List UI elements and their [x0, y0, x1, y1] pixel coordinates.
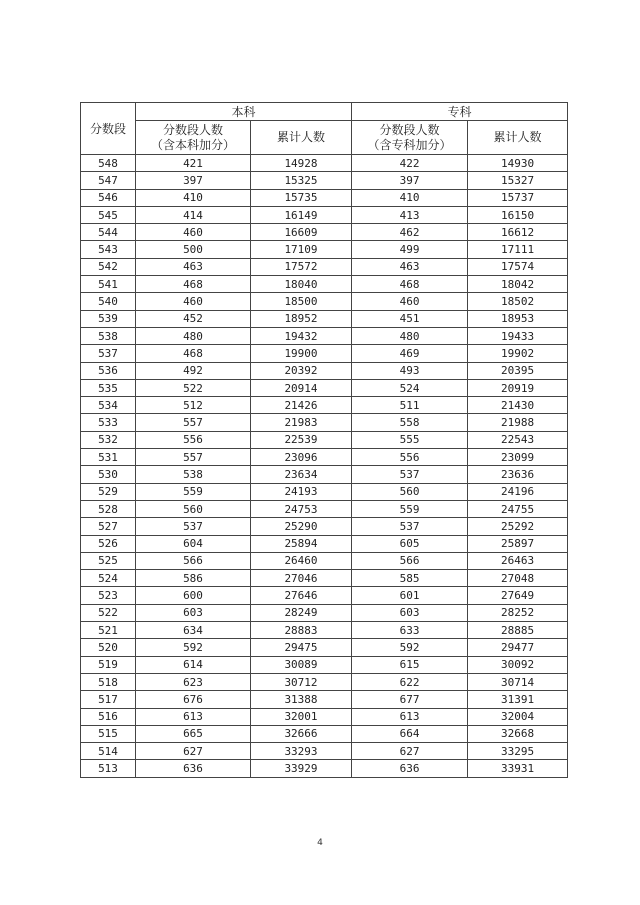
table-row — [81, 483, 568, 500]
junior-college-cumulative-cell: 14930 — [468, 155, 568, 172]
undergraduate-cumulative-cell: 33929 — [251, 760, 352, 777]
undergraduate-count-cell: 500 — [136, 241, 251, 258]
junior-college-count-cell: 560 — [352, 483, 468, 500]
undergraduate-count-cell: 566 — [136, 552, 251, 569]
junior-college-count-cell: 592 — [352, 639, 468, 656]
score-cell: 514 — [81, 743, 136, 760]
junior-college-cumulative-cell: 19433 — [468, 327, 568, 344]
band-count-label: 分数段人数 — [162, 122, 223, 137]
score-distribution-table — [80, 102, 568, 778]
junior-college-count-cell: 463 — [352, 258, 468, 275]
score-cell: 541 — [81, 276, 136, 293]
table-row — [81, 622, 568, 639]
undergraduate-cumulative-cell: 32666 — [251, 725, 352, 742]
undergraduate-cumulative-cell: 23634 — [251, 466, 352, 483]
score-cell: 544 — [81, 224, 136, 241]
score-cell: 527 — [81, 518, 136, 535]
score-cell: 526 — [81, 535, 136, 552]
table-row — [81, 293, 568, 310]
junior-college-cumulative-cell: 22543 — [468, 431, 568, 448]
table-row — [81, 673, 568, 690]
junior-college-cumulative-cell: 24196 — [468, 483, 568, 500]
junior-college-count-cell: 397 — [352, 172, 468, 189]
score-cell: 524 — [81, 570, 136, 587]
undergraduate-count-cell: 613 — [136, 708, 251, 725]
undergraduate-cumulative-cell: 18952 — [251, 310, 352, 327]
undergraduate-band-count-header — [136, 121, 251, 155]
undergraduate-count-cell: 492 — [136, 362, 251, 379]
table-row — [81, 587, 568, 604]
undergraduate-count-cell: 634 — [136, 622, 251, 639]
junior-college-count-cell: 585 — [352, 570, 468, 587]
undergraduate-count-cell: 557 — [136, 414, 251, 431]
junior-college-cumulative-cell: 33295 — [468, 743, 568, 760]
junior-college-cumulative-cell: 21430 — [468, 397, 568, 414]
junior-college-cumulative-cell: 28885 — [468, 622, 568, 639]
undergraduate-count-cell: 460 — [136, 224, 251, 241]
undergraduate-cumulative-cell: 26460 — [251, 552, 352, 569]
undergraduate-count-cell: 480 — [136, 327, 251, 344]
junior-college-cumulative-cell: 16612 — [468, 224, 568, 241]
junior-college-count-cell: 537 — [352, 518, 468, 535]
score-cell: 529 — [81, 483, 136, 500]
junior-college-cumulative-cell: 20919 — [468, 379, 568, 396]
junior-college-count-cell: 555 — [352, 431, 468, 448]
undergraduate-cumulative-cell: 28249 — [251, 604, 352, 621]
page-number: 4 — [317, 838, 323, 848]
score-cell: 518 — [81, 673, 136, 690]
table-row — [81, 604, 568, 621]
undergraduate-cumulative-cell: 31388 — [251, 691, 352, 708]
undergraduate-cumulative-cell: 21983 — [251, 414, 352, 431]
junior-college-count-cell: 613 — [352, 708, 468, 725]
undergraduate-count-cell: 614 — [136, 656, 251, 673]
junior-college-count-cell: 493 — [352, 362, 468, 379]
score-cell: 537 — [81, 345, 136, 362]
undergraduate-cumulative-header: 累计人数 — [251, 121, 352, 155]
undergraduate-count-cell: 557 — [136, 449, 251, 466]
undergraduate-count-cell: 410 — [136, 189, 251, 206]
table-body — [81, 155, 568, 778]
undergraduate-cumulative-cell: 25290 — [251, 518, 352, 535]
undergraduate-count-cell: 414 — [136, 206, 251, 223]
score-cell: 546 — [81, 189, 136, 206]
score-cell: 539 — [81, 310, 136, 327]
table-row — [81, 397, 568, 414]
junior-college-cumulative-cell: 29477 — [468, 639, 568, 656]
junior-college-cumulative-cell: 16150 — [468, 206, 568, 223]
undergraduate-cumulative-cell: 22539 — [251, 431, 352, 448]
table-row — [81, 310, 568, 327]
undergraduate-cumulative-cell: 16149 — [251, 206, 352, 223]
undergraduate-count-cell: 397 — [136, 172, 251, 189]
score-cell: 540 — [81, 293, 136, 310]
band-count-note: （含本科加分） — [150, 137, 235, 152]
junior-college-count-cell: 462 — [352, 224, 468, 241]
undergraduate-count-cell: 468 — [136, 276, 251, 293]
undergraduate-header: 本科 — [136, 103, 352, 121]
junior-college-count-cell: 460 — [352, 293, 468, 310]
score-band-header: 分数段 — [81, 103, 136, 155]
undergraduate-count-cell: 665 — [136, 725, 251, 742]
table-row — [81, 552, 568, 569]
undergraduate-count-cell: 676 — [136, 691, 251, 708]
score-cell: 522 — [81, 604, 136, 621]
undergraduate-cumulative-cell: 16609 — [251, 224, 352, 241]
junior-college-count-cell: 469 — [352, 345, 468, 362]
undergraduate-cumulative-cell: 19432 — [251, 327, 352, 344]
undergraduate-cumulative-cell: 29475 — [251, 639, 352, 656]
undergraduate-count-cell: 560 — [136, 500, 251, 517]
table-row — [81, 276, 568, 293]
junior-college-cumulative-cell: 33931 — [468, 760, 568, 777]
undergraduate-cumulative-cell: 15735 — [251, 189, 352, 206]
table-row — [81, 743, 568, 760]
junior-college-cumulative-cell: 18042 — [468, 276, 568, 293]
junior-college-header: 专科 — [352, 103, 568, 121]
junior-college-count-cell: 677 — [352, 691, 468, 708]
band-count-label: 分数段人数 — [379, 122, 440, 137]
undergraduate-count-cell: 421 — [136, 155, 251, 172]
undergraduate-cumulative-cell: 24753 — [251, 500, 352, 517]
table-row — [81, 345, 568, 362]
table-row — [81, 241, 568, 258]
junior-college-band-count-header — [352, 121, 468, 155]
junior-college-count-cell: 524 — [352, 379, 468, 396]
table-row — [81, 431, 568, 448]
junior-college-cumulative-cell: 15327 — [468, 172, 568, 189]
junior-college-count-cell: 615 — [352, 656, 468, 673]
score-cell: 523 — [81, 587, 136, 604]
table-row — [81, 172, 568, 189]
junior-college-cumulative-cell: 18953 — [468, 310, 568, 327]
undergraduate-cumulative-cell: 33293 — [251, 743, 352, 760]
undergraduate-count-cell: 636 — [136, 760, 251, 777]
undergraduate-cumulative-cell: 21426 — [251, 397, 352, 414]
undergraduate-count-cell: 512 — [136, 397, 251, 414]
junior-college-count-cell: 422 — [352, 155, 468, 172]
undergraduate-cumulative-cell: 32001 — [251, 708, 352, 725]
table-row — [81, 570, 568, 587]
undergraduate-cumulative-cell: 14928 — [251, 155, 352, 172]
table-row — [81, 518, 568, 535]
table-row — [81, 189, 568, 206]
undergraduate-cumulative-cell: 19900 — [251, 345, 352, 362]
score-cell: 533 — [81, 414, 136, 431]
undergraduate-cumulative-cell: 18500 — [251, 293, 352, 310]
undergraduate-count-cell: 556 — [136, 431, 251, 448]
score-cell: 528 — [81, 500, 136, 517]
score-cell: 521 — [81, 622, 136, 639]
table-row — [81, 760, 568, 777]
table-row — [81, 224, 568, 241]
score-cell: 515 — [81, 725, 136, 742]
junior-college-cumulative-cell: 25897 — [468, 535, 568, 552]
junior-college-count-cell: 636 — [352, 760, 468, 777]
undergraduate-count-cell: 604 — [136, 535, 251, 552]
junior-college-count-cell: 413 — [352, 206, 468, 223]
junior-college-cumulative-header: 累计人数 — [468, 121, 568, 155]
score-cell: 545 — [81, 206, 136, 223]
junior-college-cumulative-cell: 27649 — [468, 587, 568, 604]
score-cell: 548 — [81, 155, 136, 172]
table-row — [81, 206, 568, 223]
junior-college-count-cell: 627 — [352, 743, 468, 760]
score-cell: 517 — [81, 691, 136, 708]
junior-college-cumulative-cell: 32668 — [468, 725, 568, 742]
score-cell: 542 — [81, 258, 136, 275]
table-row — [81, 258, 568, 275]
junior-college-count-cell: 603 — [352, 604, 468, 621]
table-row — [81, 155, 568, 172]
table-row — [81, 379, 568, 396]
undergraduate-count-cell: 603 — [136, 604, 251, 621]
undergraduate-count-cell: 586 — [136, 570, 251, 587]
undergraduate-count-cell: 623 — [136, 673, 251, 690]
junior-college-cumulative-cell: 21988 — [468, 414, 568, 431]
undergraduate-cumulative-cell: 28883 — [251, 622, 352, 639]
score-cell: 543 — [81, 241, 136, 258]
junior-college-count-cell: 468 — [352, 276, 468, 293]
score-cell: 531 — [81, 449, 136, 466]
table-row — [81, 327, 568, 344]
undergraduate-cumulative-cell: 27046 — [251, 570, 352, 587]
score-cell: 519 — [81, 656, 136, 673]
table-row — [81, 656, 568, 673]
score-cell: 547 — [81, 172, 136, 189]
junior-college-cumulative-cell: 27048 — [468, 570, 568, 587]
table-row — [81, 708, 568, 725]
undergraduate-cumulative-cell: 17109 — [251, 241, 352, 258]
junior-college-cumulative-cell: 23636 — [468, 466, 568, 483]
table-row — [81, 535, 568, 552]
table-row — [81, 414, 568, 431]
table-row — [81, 466, 568, 483]
score-cell: 530 — [81, 466, 136, 483]
junior-college-cumulative-cell: 18502 — [468, 293, 568, 310]
junior-college-count-cell: 601 — [352, 587, 468, 604]
undergraduate-count-cell: 460 — [136, 293, 251, 310]
undergraduate-cumulative-cell: 20914 — [251, 379, 352, 396]
junior-college-cumulative-cell: 30092 — [468, 656, 568, 673]
junior-college-count-cell: 664 — [352, 725, 468, 742]
undergraduate-count-cell: 627 — [136, 743, 251, 760]
band-count-note: （含专科加分） — [367, 137, 452, 152]
undergraduate-cumulative-cell: 24193 — [251, 483, 352, 500]
score-cell: 516 — [81, 708, 136, 725]
junior-college-count-cell: 511 — [352, 397, 468, 414]
undergraduate-count-cell: 522 — [136, 379, 251, 396]
table-row — [81, 639, 568, 656]
junior-college-cumulative-cell: 23099 — [468, 449, 568, 466]
undergraduate-count-cell: 452 — [136, 310, 251, 327]
junior-college-count-cell: 499 — [352, 241, 468, 258]
table-row — [81, 449, 568, 466]
table-row — [81, 691, 568, 708]
junior-college-cumulative-cell: 17574 — [468, 258, 568, 275]
undergraduate-cumulative-cell: 20392 — [251, 362, 352, 379]
table-header — [81, 103, 568, 155]
undergraduate-cumulative-cell: 23096 — [251, 449, 352, 466]
score-cell: 534 — [81, 397, 136, 414]
score-cell: 538 — [81, 327, 136, 344]
junior-college-count-cell: 633 — [352, 622, 468, 639]
junior-college-count-cell: 566 — [352, 552, 468, 569]
junior-college-count-cell: 558 — [352, 414, 468, 431]
undergraduate-cumulative-cell: 30089 — [251, 656, 352, 673]
junior-college-count-cell: 480 — [352, 327, 468, 344]
undergraduate-cumulative-cell: 18040 — [251, 276, 352, 293]
score-cell: 532 — [81, 431, 136, 448]
undergraduate-cumulative-cell: 27646 — [251, 587, 352, 604]
junior-college-cumulative-cell: 25292 — [468, 518, 568, 535]
undergraduate-count-cell: 538 — [136, 466, 251, 483]
junior-college-count-cell: 556 — [352, 449, 468, 466]
junior-college-cumulative-cell: 24755 — [468, 500, 568, 517]
junior-college-count-cell: 410 — [352, 189, 468, 206]
junior-college-cumulative-cell: 19902 — [468, 345, 568, 362]
score-cell: 520 — [81, 639, 136, 656]
undergraduate-cumulative-cell: 15325 — [251, 172, 352, 189]
junior-college-cumulative-cell: 20395 — [468, 362, 568, 379]
undergraduate-cumulative-cell: 17572 — [251, 258, 352, 275]
junior-college-count-cell: 559 — [352, 500, 468, 517]
undergraduate-count-cell: 468 — [136, 345, 251, 362]
junior-college-cumulative-cell: 15737 — [468, 189, 568, 206]
junior-college-cumulative-cell: 32004 — [468, 708, 568, 725]
junior-college-count-cell: 537 — [352, 466, 468, 483]
junior-college-cumulative-cell: 31391 — [468, 691, 568, 708]
undergraduate-count-cell: 600 — [136, 587, 251, 604]
score-cell: 536 — [81, 362, 136, 379]
undergraduate-count-cell: 463 — [136, 258, 251, 275]
score-cell: 535 — [81, 379, 136, 396]
undergraduate-count-cell: 537 — [136, 518, 251, 535]
undergraduate-cumulative-cell: 30712 — [251, 673, 352, 690]
junior-college-cumulative-cell: 26463 — [468, 552, 568, 569]
table-row — [81, 362, 568, 379]
junior-college-cumulative-cell: 30714 — [468, 673, 568, 690]
junior-college-count-cell: 605 — [352, 535, 468, 552]
junior-college-count-cell: 451 — [352, 310, 468, 327]
score-cell: 513 — [81, 760, 136, 777]
table-row — [81, 725, 568, 742]
score-cell: 525 — [81, 552, 136, 569]
table-row — [81, 500, 568, 517]
junior-college-cumulative-cell: 17111 — [468, 241, 568, 258]
junior-college-cumulative-cell: 28252 — [468, 604, 568, 621]
undergraduate-count-cell: 559 — [136, 483, 251, 500]
junior-college-count-cell: 622 — [352, 673, 468, 690]
undergraduate-count-cell: 592 — [136, 639, 251, 656]
undergraduate-cumulative-cell: 25894 — [251, 535, 352, 552]
